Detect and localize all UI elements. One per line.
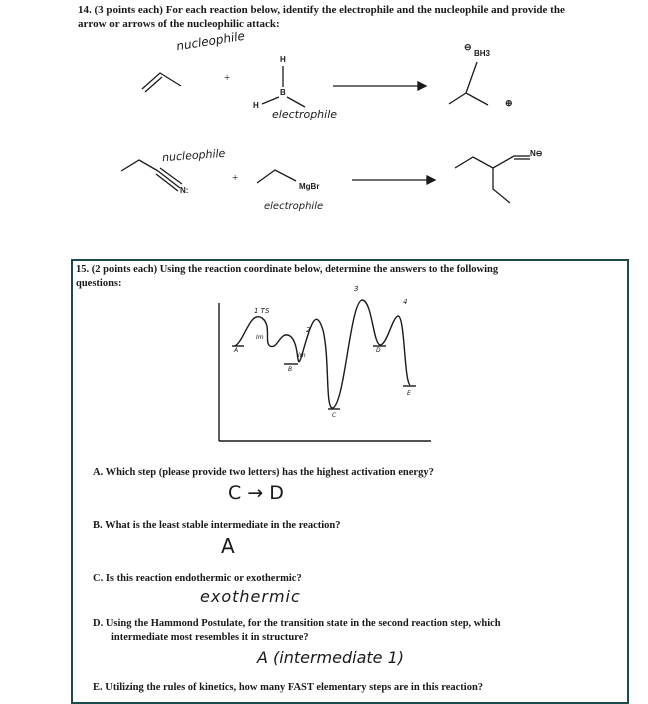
rxn2-nucleophile-note: nucleophile: [161, 146, 226, 165]
energy-curve: [235, 300, 410, 408]
answer-c: exothermic: [200, 587, 301, 606]
rxn1-plus: +: [224, 72, 231, 84]
rxn2-reagent: MgBr: [299, 182, 320, 191]
question-c: C. Is this reaction endothermic or exothermic?: [93, 573, 302, 584]
rxn2-plus: +: [232, 172, 239, 184]
question-d-line2: intermediate most resembles it in structure?: [111, 632, 309, 643]
rxn1-borane-b: B: [280, 88, 286, 97]
diagram-label-d: D: [376, 347, 381, 354]
rxn1-borane-h-top: H: [280, 55, 286, 64]
q14-heading-line1: 14. (3 points each) For each reaction below, identify the electrophile and the nucleophile and provide the: [78, 4, 565, 16]
diagram-label-a: A: [234, 347, 239, 354]
answer-a: C → D: [228, 482, 284, 504]
rxn1-electrophile-note: electrophile: [272, 108, 338, 121]
question-b: B. What is the least stable intermediate in the reaction?: [93, 520, 341, 531]
question-a: A. Which step (please provide two letters) has the highest activation energy?: [93, 467, 434, 478]
question-e: E. Utilizing the rules of kinetics, how many FAST elementary steps are in this reaction?: [93, 682, 484, 693]
diagram-label-im2: Im: [298, 352, 306, 359]
question-d-line1: D. Using the Hammond Postulate, for the transition state in the second reaction step, which: [93, 618, 501, 629]
rxn1-borane-h-left: H: [253, 101, 259, 110]
diagram-label-ts4: 4: [403, 298, 408, 306]
rxn2-electrophile-note: electrophile: [264, 201, 324, 212]
rxn1-product-plus: ⊕: [505, 98, 513, 108]
rxn2-nitrile-n: N:: [180, 186, 189, 195]
diagram-label-im: Im: [256, 334, 264, 341]
q15-heading-line1: 15. (2 points each) Using the reaction coordinate below, determine the answers to the following: [76, 264, 499, 275]
answer-d: A (intermediate 1): [257, 648, 405, 667]
q15-heading-line2: questions:: [76, 278, 122, 289]
diagram-label-ts1: 1 TS: [254, 307, 270, 315]
diagram-label-c: C: [332, 412, 337, 419]
rxn1-product-bh3: BH3: [474, 49, 491, 58]
diagram-label-ts2: 2: [306, 326, 311, 334]
diagram-label-b: B: [288, 366, 293, 373]
q14-heading-line2: arrow or arrows of the nucleophilic attack:: [78, 18, 280, 30]
rxn1-product-minus: ⊖: [464, 42, 472, 52]
rxn1-nucleophile-note: nucleophile: [175, 28, 246, 54]
rxn2-product-n: N⊖: [530, 149, 543, 158]
diagram-label-ts3: 3: [354, 285, 359, 293]
diagram-label-e: E: [407, 390, 411, 397]
answer-b: A: [221, 534, 235, 558]
